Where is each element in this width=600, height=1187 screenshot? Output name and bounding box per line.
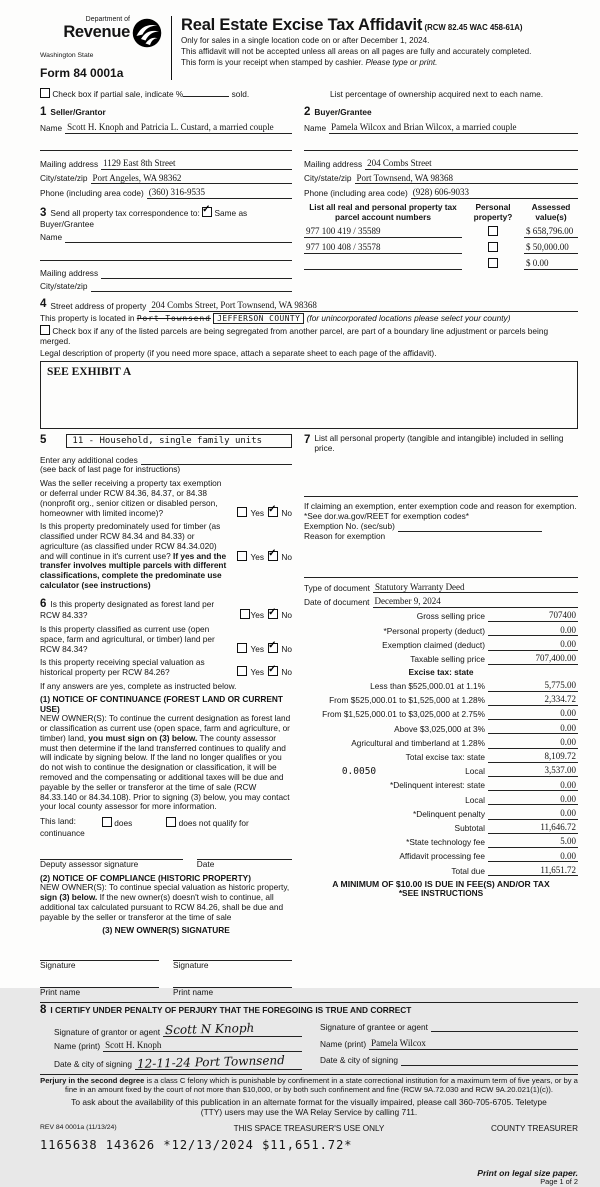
notice-continuance-body: NEW OWNER(S): To continue the current designation as forest land or classification as current use (open space, farm and agriculture, or timber) land, you must sign on (3) below. The county assessor must then determine if the land transferred continues to qualify and will indicate by signing below. If the land no longer qualifies or you do not wish to continue the designation or classification, it will be removed and the compensating or additional taxes will be due and payable by the seller or transferor at the time of sale (RCW 84.33.140 or 84.34.108). Prior to signing (3) below, you may contact your local county assessor for more information. xyxy=(40,713,291,812)
section8-number: 8 xyxy=(40,1003,47,1016)
parcel-number-field[interactable]: 977 100 408 / 35578 xyxy=(304,242,462,254)
new-owner-signature-title: (3) NEW OWNER(S) SIGNATURE xyxy=(102,925,230,936)
buyer-mailing-label: Mailing address xyxy=(304,158,363,169)
q2-no-checkbox[interactable] xyxy=(268,551,278,561)
legal-description-box[interactable] xyxy=(40,361,578,429)
s3-city-field[interactable] xyxy=(91,282,293,292)
if-yes-note: If any answers are yes, complete as instructed below. xyxy=(40,681,237,691)
legal-description-label: Legal description of property (if you need more space, attach a separate sheet to each page of the affidavit). xyxy=(40,347,437,358)
deputy-assessor-signature-cell xyxy=(40,847,183,870)
washington-state-label: Washington State xyxy=(40,51,94,59)
street-address-label: Street address of property xyxy=(50,300,147,311)
rev-number: REV 84 0001a (11/13/24) xyxy=(40,1123,117,1131)
assessed-value-field[interactable]: $ 658,796.00 xyxy=(524,226,578,238)
tax-line-label: Total excise tax: state xyxy=(405,751,485,762)
partial-sale-checkbox[interactable] xyxy=(40,88,50,98)
grantor-signature-field[interactable] xyxy=(163,1022,302,1037)
owner1-signature-cell xyxy=(40,948,159,971)
revenue-label: Revenue xyxy=(63,23,130,42)
parcel-row xyxy=(304,258,578,270)
grantor-printname-label: Name (print) xyxy=(54,1041,101,1052)
tax-line-label: Gross selling price xyxy=(416,611,485,622)
buyer-mailing-field[interactable]: 204 Combs Street xyxy=(365,158,578,170)
page-number: Page 1 of 2 xyxy=(540,1176,578,1186)
tax-line-label: Taxable selling price xyxy=(410,653,485,664)
historic-property-question: Is this property receiving special valuation as historical property per RCW 84.26? Yes ✓ No xyxy=(40,658,292,678)
tax-line-value[interactable]: 11,651.72 xyxy=(488,865,578,877)
tax-line-value[interactable]: 5.00 xyxy=(488,836,578,848)
legal-description-value: SEE EXHIBIT A xyxy=(47,365,132,378)
parcel-table-header xyxy=(304,203,578,223)
header-divider xyxy=(171,16,172,80)
seller-mailing-field[interactable]: 1129 East 8th Street xyxy=(101,158,292,170)
parcel-number-field[interactable] xyxy=(304,259,462,270)
buyer-name-field[interactable]: Pamela Wilcox and Brian Wilcox, a married couple xyxy=(329,122,578,134)
parcel-col-header: List all real and personal property tax parcel account numbers xyxy=(309,201,457,222)
notice-compliance-title: (2) NOTICE OF COMPLIANCE (HISTORIC PROPERTY) xyxy=(40,872,251,883)
grantor-signature-label: Signature of grantor or agent xyxy=(54,1026,161,1037)
grantee-datecity-field[interactable] xyxy=(401,1056,578,1066)
revenue-logo-icon xyxy=(132,18,162,51)
section5-number: 5 xyxy=(40,433,47,446)
notice-compliance-body: NEW OWNER(S): To continue special valuation as historic property, sign (3) below. If the new owner(s) doesn't wish to continue, all additional tax calculated pursuant to RCW 84.26, shall be due and payable by the seller or transferor at the time of sale xyxy=(40,882,290,922)
exemption-deferral-question: Was the seller receiving a property tax exemption or deferral under RCW 84.36, 84.37, or 84.38 (nonprofit org., senior citizen or disabled person, homeowner with limited income)? Yes ✓ No xyxy=(40,479,292,518)
q3-no-checkbox[interactable] xyxy=(268,609,278,619)
personal-property-checkbox[interactable] xyxy=(488,258,498,268)
seller-name-field[interactable]: Scott H. Knoph and Patricia L. Custard, a married couple xyxy=(65,122,292,134)
see-back-note: (see back of last page for instructions) xyxy=(40,464,181,475)
segregated-label: Check box if any of the listed parcels are being segregated from another parcel, are part of a boundary line adjustment or parcels being merged. xyxy=(40,326,549,347)
property-use-code-field[interactable]: 11 - Household, single family units xyxy=(66,434,292,449)
same-as-buyer-label: Same as Buyer/Grantee xyxy=(40,207,248,230)
owner2-signature-label: Signature xyxy=(173,960,209,971)
section3-number: 3 xyxy=(40,206,47,219)
doc-type-field[interactable]: Statutory Warranty Deed xyxy=(373,582,578,594)
certify-statement: I CERTIFY UNDER PENALTY OF PERJURY THAT THE FOREGOING IS TRUE AND CORRECT xyxy=(50,1004,412,1015)
header-note-3: This form is your receipt when stamped by cashier. Please type or print. xyxy=(181,57,438,67)
section7-intro: List all personal property (tangible and intangible) included in selling price. xyxy=(314,432,564,453)
street-address-field[interactable]: 204 Combs Street, Port Townsend, WA 98368 xyxy=(149,300,578,312)
tax-line-label: *State technology fee xyxy=(406,837,485,848)
doc-type-label: Type of document xyxy=(304,582,370,593)
tax-line-label: Agricultural and timberland at 1.28% xyxy=(351,737,485,748)
ownership-note: List percentage of ownership acquired next to each name. xyxy=(330,88,544,99)
buyer-city-label: City/state/zip xyxy=(304,173,352,184)
s3-city-label: City/state/zip xyxy=(40,281,88,292)
grantor-datecity-field[interactable] xyxy=(135,1055,302,1070)
tax-line-value[interactable]: 707,400.00 xyxy=(488,653,578,665)
exemption-no-label: Exemption No. (sec/sub) xyxy=(304,521,395,532)
assessed-value-field[interactable]: $ 0.00 xyxy=(524,258,578,270)
does-not-label: does not qualify for xyxy=(178,818,249,829)
grantee-printname-field[interactable]: Pamela Wilcox xyxy=(369,1038,578,1050)
buyer-column xyxy=(304,106,578,270)
tax-line-value[interactable]: 0.00 xyxy=(488,851,578,863)
tax-line-label: Less than $525,000.01 at 1.1% xyxy=(370,680,485,691)
exemption-no-field[interactable] xyxy=(398,522,542,532)
section4-number: 4 xyxy=(40,298,47,311)
owner1-printname-cell xyxy=(40,975,159,998)
grantee-datecity-label: Date & city of signing xyxy=(320,1055,398,1066)
seller-city-field[interactable]: Port Angeles, WA 98362 xyxy=(91,173,293,185)
buyer-phone-label: Phone (including area code) xyxy=(304,187,408,198)
segregated-checkbox[interactable] xyxy=(40,325,50,335)
partial-sale-percent-field[interactable] xyxy=(183,96,229,97)
s3-name-field[interactable] xyxy=(65,233,292,243)
tax-line-value[interactable]: 0.00 xyxy=(488,780,578,792)
tax-line-value[interactable]: 0.00 xyxy=(488,794,578,806)
buyer-phone-field[interactable]: (928) 606-9033 xyxy=(411,187,578,199)
buyer-name-label: Name xyxy=(304,123,327,134)
grantee-printname-label: Name (print) xyxy=(320,1039,367,1050)
tax-line-label: From $525,000.01 to $1,525,000 at 1.28% xyxy=(329,695,485,706)
seller-phone-field[interactable]: (360) 316-9535 xyxy=(147,187,292,199)
parcel-row xyxy=(304,226,578,238)
tax-line-value[interactable]: 11,646.72 xyxy=(488,822,578,834)
personal-property-checkbox[interactable] xyxy=(488,226,498,236)
reason-exemption-label: Reason for exemption xyxy=(304,530,386,541)
grantee-signature-field[interactable] xyxy=(431,1022,578,1032)
section3-heading: Send all property tax correspondence to: xyxy=(50,207,200,218)
tax-line-value[interactable]: 8,109.72 xyxy=(488,751,578,763)
s3-name-label: Name xyxy=(40,232,63,243)
local-tax-row xyxy=(304,765,578,777)
section1-heading: Seller/Grantor xyxy=(50,106,106,117)
tax-line-label: Exemption claimed (deduct) xyxy=(382,639,485,650)
accessibility-note: To ask about the availability of this publication in an alternate format for the visually impaired, please call 360-705-6705. Teletype (TTY) users may use the WA Relay Service by calling 711. xyxy=(71,1097,547,1118)
local-value[interactable]: 3,537.00 xyxy=(488,765,578,777)
tax-line-label: *Personal property (deduct) xyxy=(383,625,485,636)
forest-land-question: 6 Is this property designated as forest land per RCW 84.33? Yes ✓ No xyxy=(40,598,292,621)
s3-name2-field[interactable] xyxy=(40,251,292,261)
tax-line-label: Local xyxy=(465,794,485,805)
deputy-assessor-signature-field[interactable] xyxy=(40,847,183,860)
grantor-signature-value: Scott N Knoph xyxy=(164,1021,255,1038)
tax-line-value[interactable]: 0.00 xyxy=(488,625,578,637)
parcel-number-field[interactable]: 977 100 419 / 35589 xyxy=(304,226,462,238)
agency-block xyxy=(40,16,162,80)
tax-line-label: From $1,525,000.01 to $3,025,000 at 2.75% xyxy=(322,709,485,720)
owner1-signature-label: Signature xyxy=(40,960,76,971)
treasurer-space-label: THIS SPACE TREASURER'S USE ONLY xyxy=(233,1123,385,1133)
located-note: (for unincorporated locations please select your county) xyxy=(306,312,511,323)
tax-line-value[interactable]: 0.00 xyxy=(488,708,578,720)
owner1-printname-label: Print name xyxy=(40,986,81,997)
buyer-city-field[interactable]: Port Townsend, WA 98368 xyxy=(355,173,579,185)
parcel-row xyxy=(304,242,578,254)
timber-agriculture-question: Is this property predominately used for timber (as classified under RCW 84.34 and 84.33) or agriculture (as classified under RCW 84.34.020) and will continue in it's current use? If yes and the transfer involves multiple parcels with different classifications, complete the predominate use calculator (see instructions) Yes ✓ No xyxy=(40,522,292,590)
tax-line-label: Above $3,025,000 at 3% xyxy=(394,723,485,734)
seller-column xyxy=(40,106,292,292)
tax-line-label: *Delinquent interest: state xyxy=(389,780,485,791)
grantee-signature-label: Signature of grantee or agent xyxy=(320,1021,428,1032)
located-in-label: This property is located in xyxy=(40,312,135,323)
page-title: Real Estate Excise Tax Affidavit xyxy=(181,16,423,34)
left-mid-column xyxy=(40,434,292,998)
seller-name-label: Name xyxy=(40,123,63,134)
owner2-printname-label: Print name xyxy=(173,986,214,997)
tax-line-label: Affidavit processing fee xyxy=(399,851,485,862)
local-label: Local xyxy=(465,766,485,777)
located-city-struck: Port Townsend xyxy=(136,313,211,323)
partial-sale-sold-label: sold. xyxy=(231,88,250,99)
grantor-datecity-value: 12-11-24 Port Townsend xyxy=(136,1053,285,1072)
form-number: Form 84 0001a xyxy=(40,65,124,80)
doc-date-label: Date of document xyxy=(304,597,370,608)
perjury-note: Perjury in the second degree is a class C felony which is punishable by confinement in a state correctional institution for a maximum term of five years, or by a fine in an amount fixed by the court of not more than $10,000, or by both such confinement and fine (RCW 9A.72.030 and RCW 9A.20.021(1)(c)). xyxy=(40,1076,578,1095)
section8 xyxy=(40,1004,578,1070)
seller-mailing-label: Mailing address xyxy=(40,158,99,169)
tax-line-label: Subtotal xyxy=(454,822,485,833)
personal-property-checkbox[interactable] xyxy=(488,242,498,252)
doc-date-field[interactable]: December 9, 2024 xyxy=(373,596,579,608)
tax-line-label: *Delinquent penalty xyxy=(413,808,485,819)
deputy-assessor-signature-label: Deputy assessor signature xyxy=(40,858,139,869)
form-header xyxy=(40,16,578,80)
seller-name2-field[interactable] xyxy=(40,141,292,151)
personal-property-list-field[interactable] xyxy=(304,487,578,497)
section4 xyxy=(40,298,578,429)
header-note-2: This affidavit will not be accepted unless all areas on all pages are fully and accurately completed. xyxy=(181,47,532,57)
tax-line-label: Total due xyxy=(451,865,485,876)
q5-yes-checkbox[interactable] xyxy=(237,666,247,676)
q1-no-checkbox[interactable] xyxy=(268,507,278,517)
section1-number: 1 xyxy=(40,105,47,118)
buyer-name2-field[interactable] xyxy=(304,141,578,151)
seller-phone-label: Phone (including area code) xyxy=(40,187,144,198)
grantor-printname-field[interactable]: Scott H. Knoph xyxy=(103,1040,302,1052)
does-label: does xyxy=(114,818,133,829)
owner2-signature-cell xyxy=(173,948,292,971)
q4-no-checkbox[interactable] xyxy=(268,643,278,653)
continuance-label: continuance xyxy=(40,827,85,838)
q3-yes-checkbox[interactable] xyxy=(240,609,250,619)
tax-line-value[interactable]: 0.00 xyxy=(488,723,578,735)
print-legal-note: Print on legal size paper. xyxy=(477,1167,578,1178)
personal-property-col-header: Personal property? xyxy=(473,201,513,222)
see-instructions-note: *SEE INSTRUCTIONS xyxy=(398,888,484,899)
grantor-datecity-label: Date & city of signing xyxy=(54,1059,132,1070)
section2-heading: Buyer/Grantee xyxy=(314,106,372,117)
reason-exemption-field[interactable] xyxy=(304,568,578,578)
county-field[interactable]: JEFFERSON COUNTY xyxy=(213,313,304,324)
treasurer-stamp: 1165638 143626 *12/13/2024 $11,651.72* xyxy=(40,1137,353,1152)
tax-line-value[interactable]: 0.00 xyxy=(488,639,578,651)
assessed-value-field[interactable]: $ 50,000.00 xyxy=(524,242,578,254)
right-mid-column xyxy=(304,434,578,899)
owner2-printname-cell xyxy=(173,975,292,998)
title-rcw-ref: (RCW 82.45 WAC 458-61A) xyxy=(424,23,523,32)
does-checkbox[interactable] xyxy=(102,817,112,827)
section7-number: 7 xyxy=(304,433,311,446)
section2-number: 2 xyxy=(304,105,311,118)
deputy-date-field[interactable] xyxy=(197,847,292,860)
current-use-question: Is this property classified as current use (open space, farm and agricultural, or timber) land per RCW 84.34? Yes ✓ No xyxy=(40,625,292,654)
assessed-value-col-header: Assessed value(s) xyxy=(531,201,571,222)
tax-line-value[interactable]: 707400 xyxy=(488,610,578,622)
does-not-checkbox[interactable] xyxy=(166,817,176,827)
exemption-note: If claiming an exemption, enter exemption code and reason for exemption. *See dor.wa.gov/REET for exemption codes* xyxy=(304,501,577,522)
header-note-1: Only for sales in a single location code on or after December 1, 2024. xyxy=(181,36,430,46)
q2-yes-checkbox[interactable] xyxy=(237,551,247,561)
additional-codes-label: Enter any additional codes xyxy=(40,454,138,465)
county-treasurer-label: COUNTY TREASURER xyxy=(490,1123,578,1133)
s3-mailing-label: Mailing address xyxy=(40,268,99,279)
tax-line-value[interactable]: 0.00 xyxy=(488,808,578,820)
same-as-buyer-checkbox[interactable] xyxy=(202,207,212,217)
excise-tax-state-heading: Excise tax: state xyxy=(408,666,474,677)
deputy-date-label: Date xyxy=(196,858,215,869)
this-land-label: This land: xyxy=(40,816,76,827)
dept-of-label: Department of xyxy=(85,16,130,23)
minimum-due-note: A MINIMUM OF $10.00 IS DUE IN FEE(S) AND/OR TAX xyxy=(332,879,550,890)
seller-city-label: City/state/zip xyxy=(40,173,88,184)
tax-line-value[interactable]: 2,334.72 xyxy=(488,694,578,706)
q4-yes-checkbox[interactable] xyxy=(237,643,247,653)
q5-no-checkbox[interactable] xyxy=(268,666,278,676)
local-rate-value[interactable]: 0.0050 xyxy=(341,765,377,777)
deputy-date-cell xyxy=(197,847,292,870)
tax-line-value[interactable]: 5,775.00 xyxy=(488,680,578,692)
partial-sale-label: Check box if partial sale, indicate % xyxy=(52,88,184,99)
q1-yes-checkbox[interactable] xyxy=(237,507,247,517)
notice-continuance-title: (1) NOTICE OF CONTINUANCE (FOREST LAND OR CURRENT USE) xyxy=(40,693,283,714)
tax-line-value[interactable]: 0.00 xyxy=(488,737,578,749)
s3-mailing-field[interactable] xyxy=(101,269,292,279)
